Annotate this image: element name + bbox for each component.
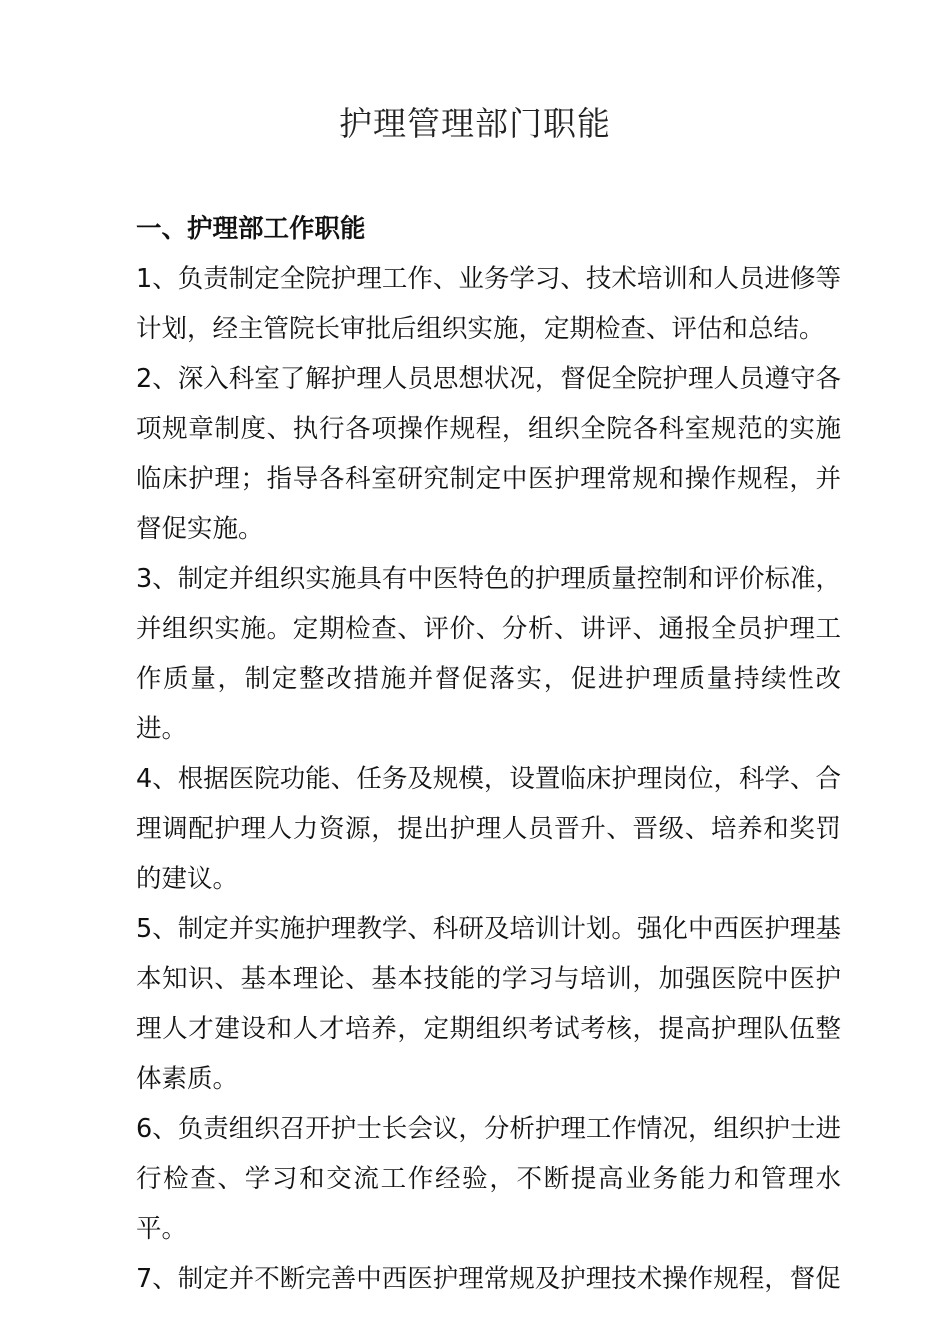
duty-item-4: 4、根据医院功能、任务及规模，设置临床护理岗位，科学、合理调配护理人力资源，提出护理人员晋升、晋级、培养和奖罚的建议。: [136, 764, 841, 894]
duty-item-7: 7、制定并不断完善中西医护理常规及护理技术操作规程，督促: [136, 1264, 841, 1294]
duty-item-5: 5、制定并实施护理教学、科研及培训计划。强化中西医护理基本知识、基本理论、基本技能的学习与培训，加强医院中医护理人才建设和人才培养，定期组织考试考核，提高护理队伍整体素质。: [136, 914, 841, 1094]
section-heading: 一、护理部工作职能: [136, 214, 366, 244]
duty-item-3: 3、制定并组织实施具有中医特色的护理质量控制和评价标准，并组织实施。定期检查、评价、分析、讲评、通报全员护理工作质量，制定整改措施并督促落实，促进护理质量持续性改进。: [136, 564, 841, 744]
document-body: [136, 204, 841, 1304]
duty-item-2: 2、深入科室了解护理人员思想状况，督促全院护理人员遵守各项规章制度、执行各项操作规程，组织全院各科室规范的实施临床护理；指导各科室研究制定中医护理常规和操作规程，并督促实施。: [136, 364, 841, 544]
document-title: 护理管理部门职能: [339, 104, 611, 143]
duty-item-6: 6、负责组织召开护士长会议，分析护理工作情况，组织护士进行检查、学习和交流工作经验，不断提高业务能力和管理水平。: [136, 1114, 841, 1244]
duty-item-1: 1、负责制定全院护理工作、业务学习、技术培训和人员进修等计划，经主管院长审批后组织实施，定期检查、评估和总结。: [136, 264, 841, 344]
